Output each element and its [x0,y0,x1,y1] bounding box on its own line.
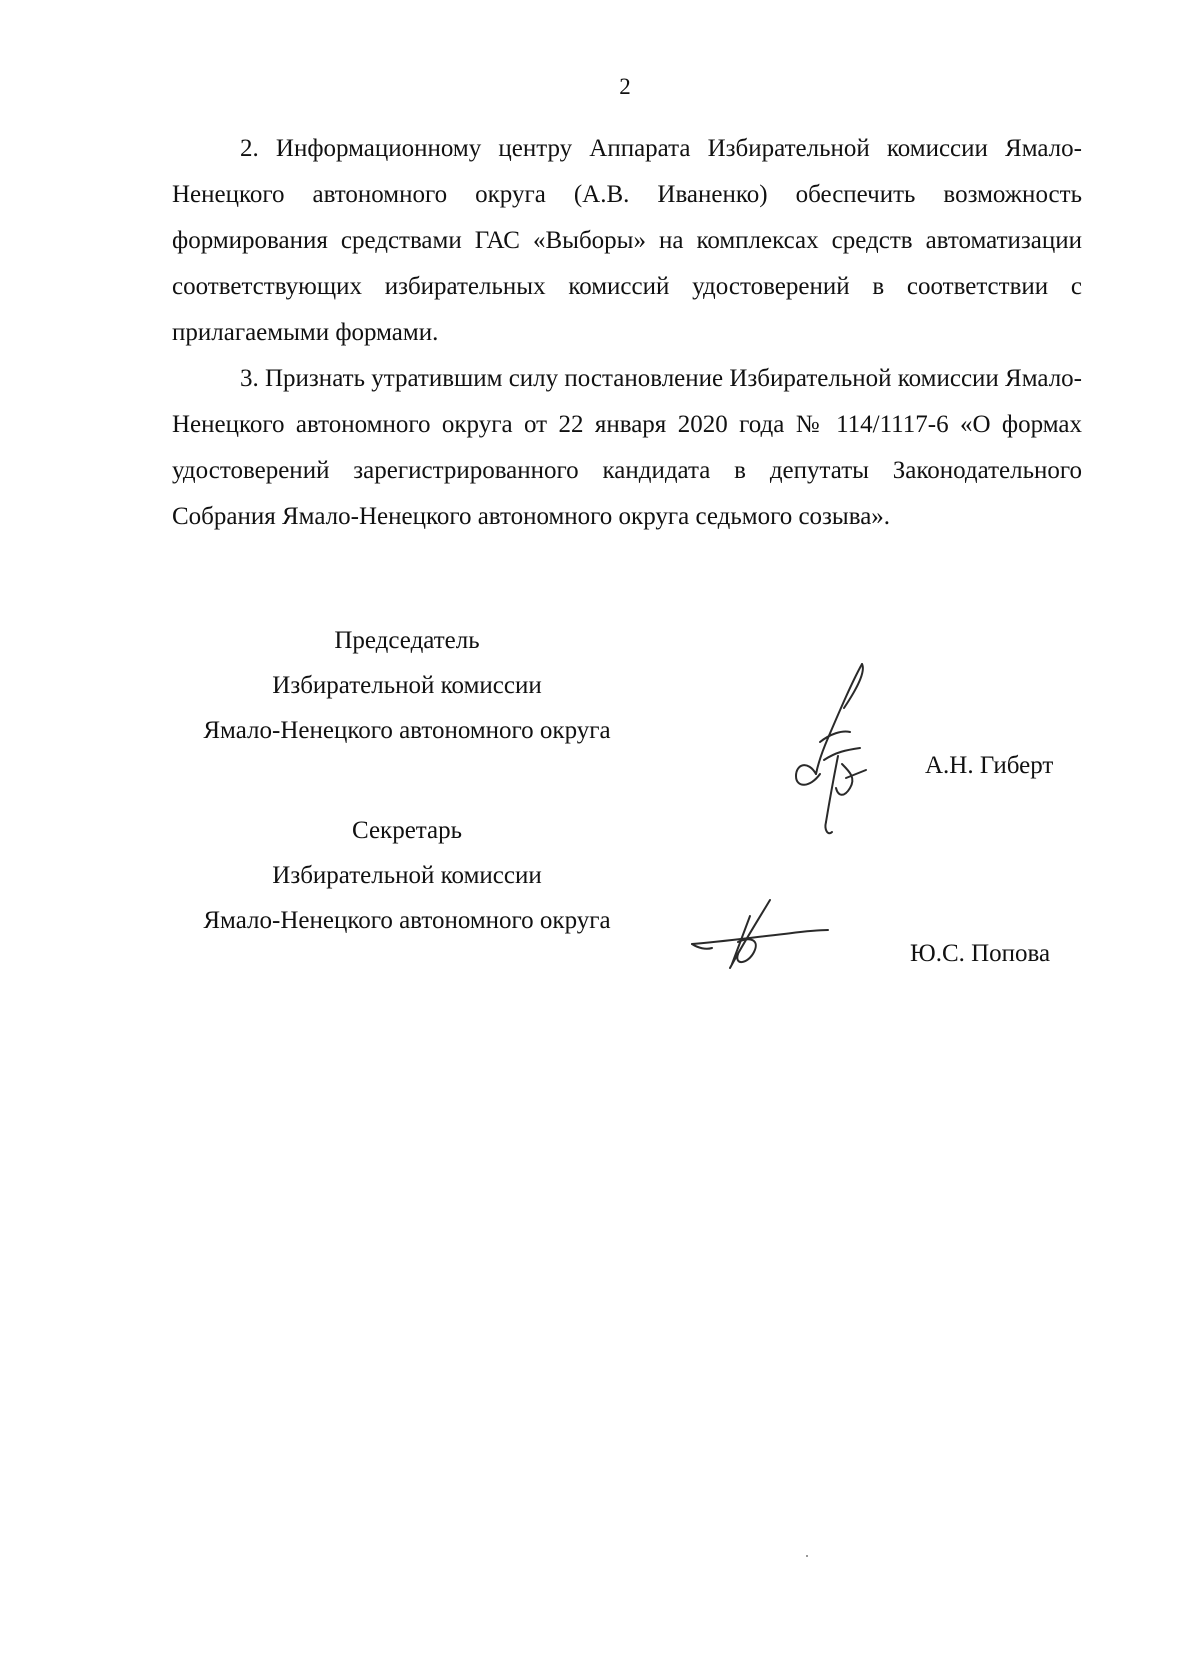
chairman-signature-icon [790,660,900,840]
scan-speck [806,1555,808,1557]
chairman-title-line: Избирательной комиссии [272,672,542,699]
page-number: 2 [619,74,631,99]
paragraph-3: 3. Признать утратившим силу постановление Избирательной комиссии Ямало-Ненецкого автономного округа от 22 января 2020 года № 114/1117-6 «О формах удостоверений зарегистрированного кандидата в депутаты Законодательного Собрания Ямало-Ненецкого автономного округа седьмого созыва». [172,365,1082,530]
chairman-title-line: Ямало-Ненецкого автономного округа [203,717,611,744]
chairman-name: А.Н. Гиберт [925,752,1054,779]
secretary-title-line: Избирательной комиссии [272,862,542,889]
document-body [172,126,1082,540]
secretary-signature-icon [688,896,838,976]
secretary-title-line: Ямало-Ненецкого автономного округа [203,907,611,934]
secretary-title [172,808,642,943]
chairman-title [172,618,642,753]
paragraph-2: 2. Информационному центру Аппарата Избирательной комиссии Ямало-Ненецкого автономного округа (А.В. Иваненко) обеспечить возможность формирования средствами ГАС «Выборы» на комплексах средств автоматизации соответствующих избирательных комиссий удостоверений в соответствии с прилагаемыми формами. [172,135,1082,346]
secretary-name: Ю.С. Попова [910,940,1051,967]
chairman-title-line: Председатель [334,627,480,654]
secretary-title-line: Секретарь [351,817,463,844]
